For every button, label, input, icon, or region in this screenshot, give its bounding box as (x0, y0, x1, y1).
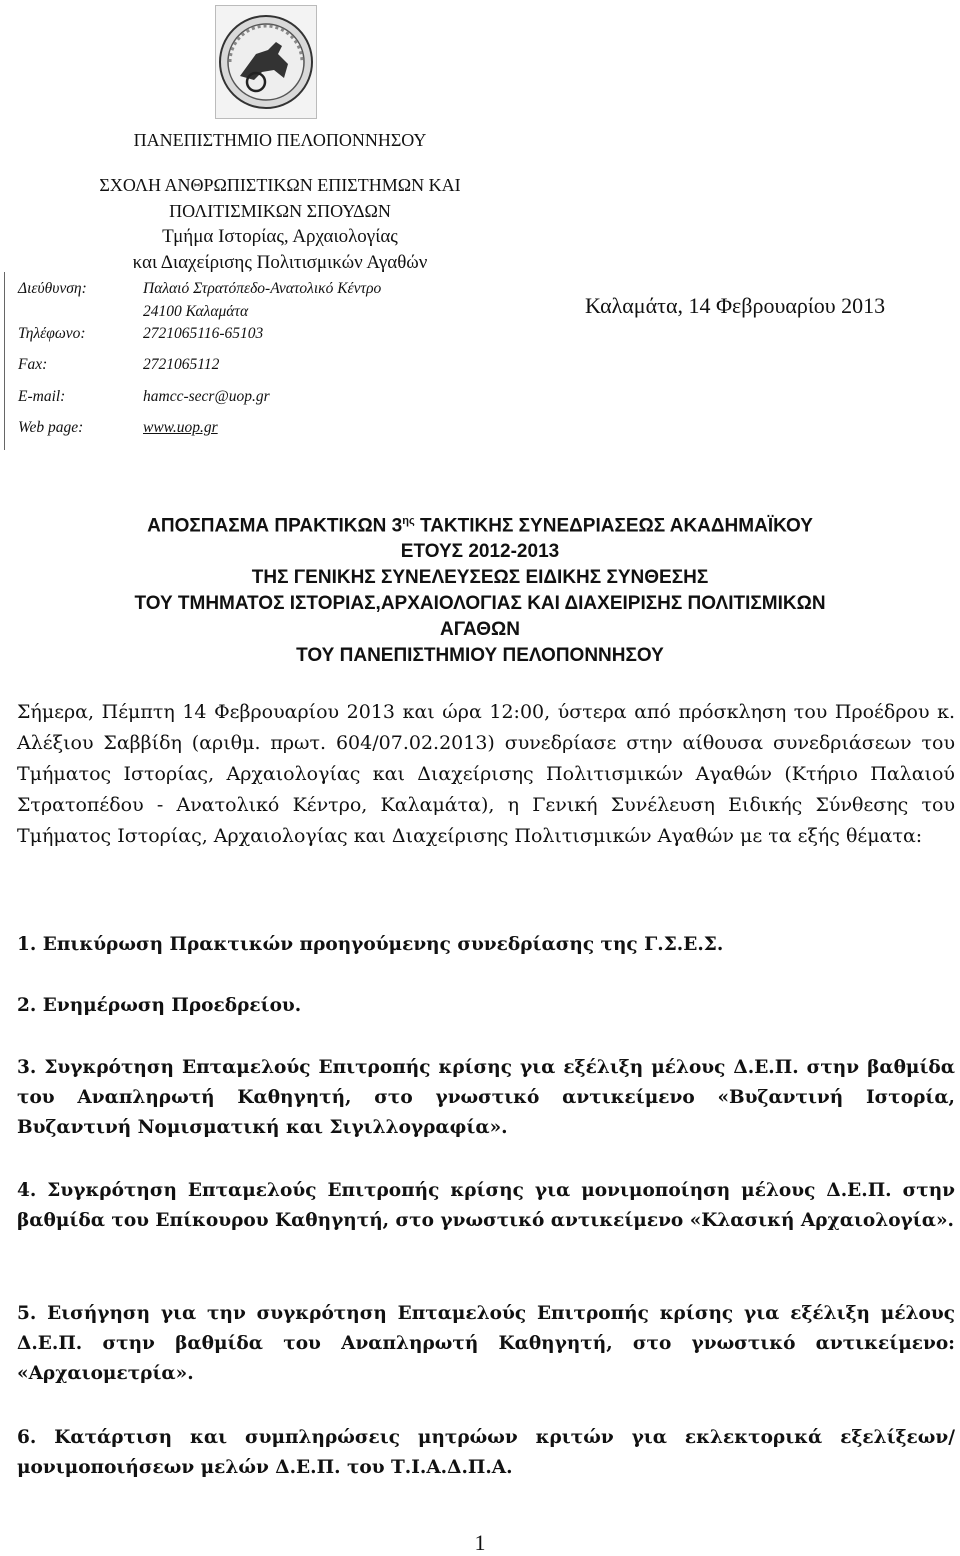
heading-line3: ΤΗΣ ΓΕΝΙΚΗΣ ΣΥΝΕΛΕΥΣΕΩΣ ΕΙΔΙΚΗΣ ΣΥΝΘΕΣΗΣ (251, 567, 709, 589)
web-link[interactable]: www.uop.gr (143, 419, 218, 436)
web-row (18, 418, 218, 438)
email-value[interactable]: hamcc-secr@uop.gr (143, 388, 270, 405)
school-name-line2: ΠΟΛΙΤΙΣΜΙΚΩΝ ΣΠΟΥΔΩΝ (169, 201, 391, 221)
fax-value: 2721065112 (143, 356, 220, 373)
department-name-line1: Τμήμα Ιστορίας, Αρχαιολογίας (162, 226, 398, 247)
document-date: Καλαμάτα, 14 Φεβρουαρίου 2013 (585, 293, 886, 318)
agenda-item-5: 5. Εισήγηση για την συγκρότηση Επταμελούς Επιτροπής κρίσης για εξέλιξη μέλους Δ.Ε.Π. στην βαθμίδα του Αναπληρωτή Καθηγητή, στο γνωστικό αντικείμενο: «Αρχαιομετρία». (17, 1303, 955, 1384)
phone-value: 2721065116-65103 (143, 325, 264, 342)
university-seal-icon (215, 5, 317, 119)
fax-label: Fax: (18, 356, 48, 373)
address-line1: Παλαιό Στρατόπεδο-Ανατολικό Κέντρο (143, 280, 382, 297)
agenda-item-3: 3. Συγκρότηση Επταμελούς Επιτροπής κρίσης για εξέλιξη μέλους Δ.Ε.Π. στην βαθμίδα του Αναπληρωτή Καθηγητή, στο γνωστικό αντικείμενο «Βυζαντινή Ιστορία, Βυζαντινή Νομισματική και Σιγιλλογραφία». (17, 1057, 955, 1138)
address-row (18, 279, 382, 299)
document-heading (10, 508, 950, 669)
agenda-item-4: 4. Συγκρότηση Επταμελούς Επιτροπής κρίσης για μονιμοποίηση μέλους Δ.Ε.Π. στην βαθμίδα του Επίκουρου Καθηγητή, στο γνωστικό αντικείμενο «Κλασική Αρχαιολογία». (17, 1180, 955, 1231)
heading-line1-pre: ΑΠΟΣΠΑΣΜΑ ΠΡΑΚΤΙΚΩΝ 3 (147, 515, 403, 537)
address-line2: 24100 Καλαμάτα (143, 303, 249, 320)
fax-row (18, 355, 220, 375)
agenda-item-6: 6. Κατάρτιση και συμπληρώσεις μητρώων κριτών για εκλεκτορικά εξελίξεων/μονιμοποιήσεων μελών Δ.Ε.Π. του Τ.Ι.Α.Δ.Π.Α. (17, 1427, 955, 1478)
heading-line5: ΑΓΑΘΩΝ (439, 619, 521, 641)
agenda-item-1: 1. Επικύρωση Πρακτικών προηγούμενης συνεδρίασης της Γ.Σ.Ε.Σ. (17, 934, 724, 955)
heading-line2: ΕΤΟΥΣ 2012-2013 (400, 541, 560, 563)
page-number: 1 (474, 1530, 486, 1555)
intro-paragraph: Σήμερα, Πέμπτη 14 Φεβρουαρίου 2013 και ώρα 12:00, ύστερα από πρόσκληση του Προέδρου κ. Αλέξιου Σαββίδη (αριθμ. πρωτ. 604/07.02.2013) συνεδρίασε στην αίθουσα συνεδριάσεων του Τμήματος Ιστορίας, Αρχαιολογίας και Διαχείρισης Πολιτισμικών Αγαθών (Κτήριο Παλαιού Στρατοπέδου - Ανατολικό Κέντρο, Καλαμάτα), η Γενική Συνέλευση Ειδικής Σύνθεσης του Τμήματος Ιστορίας, Αρχαιολογίας και Διαχείρισης Πολιτισμικών Αγαθών με τα εξής θέματα: (17, 701, 955, 847)
address-label: Διεύθυνση: (18, 280, 87, 297)
heading-line6: ΤΟΥ ΠΑΝΕΠΙΣΤΗΜΙΟΥ ΠΕΛΟΠΟΝΝΗΣΟΥ (296, 645, 664, 667)
heading-line1-post: ΤΑΚΤΙΚΗΣ ΣΥΝΕΔΡΙΑΣΕΩΣ ΑΚΑΔΗΜΑΪΚΟΥ (414, 515, 813, 537)
department-name-line2: και Διαχείρισης Πολιτισμικών Αγαθών (132, 252, 428, 273)
heading-line4: ΤΟΥ ΤΜΗΜΑΤΟΣ ΙΣΤΟΡΙΑΣ,ΑΡΧΑΙΟΛΟΓΙΑΣ ΚΑΙ ΔΙΑΧΕΙΡΙΣΗΣ ΠΟΛΙΤΙΣΜΙΚΩΝ (134, 593, 826, 615)
phone-label: Τηλέφωνο: (18, 325, 86, 342)
university-name: ΠΑΝΕΠΙΣΤΗΜΙΟ ΠΕΛΟΠΟΝΝΗΣΟΥ (133, 130, 427, 150)
contact-divider (4, 272, 5, 450)
phone-row (18, 324, 264, 344)
email-row (18, 387, 270, 407)
school-name (0, 172, 560, 224)
school-name-line1: ΣΧΟΛΗ ΑΝΘΡΩΠΙΣΤΙΚΩΝ ΕΠΙΣΤΗΜΩΝ ΚΑΙ (99, 175, 461, 195)
heading-line1-sup: ης (402, 515, 415, 527)
web-label: Web page: (18, 419, 84, 436)
heading-line1 (10, 508, 950, 539)
email-label: E-mail: (18, 388, 66, 405)
department-name (0, 224, 560, 276)
agenda-item-2: 2. Ενημέρωση Προεδρείου. (17, 995, 302, 1016)
